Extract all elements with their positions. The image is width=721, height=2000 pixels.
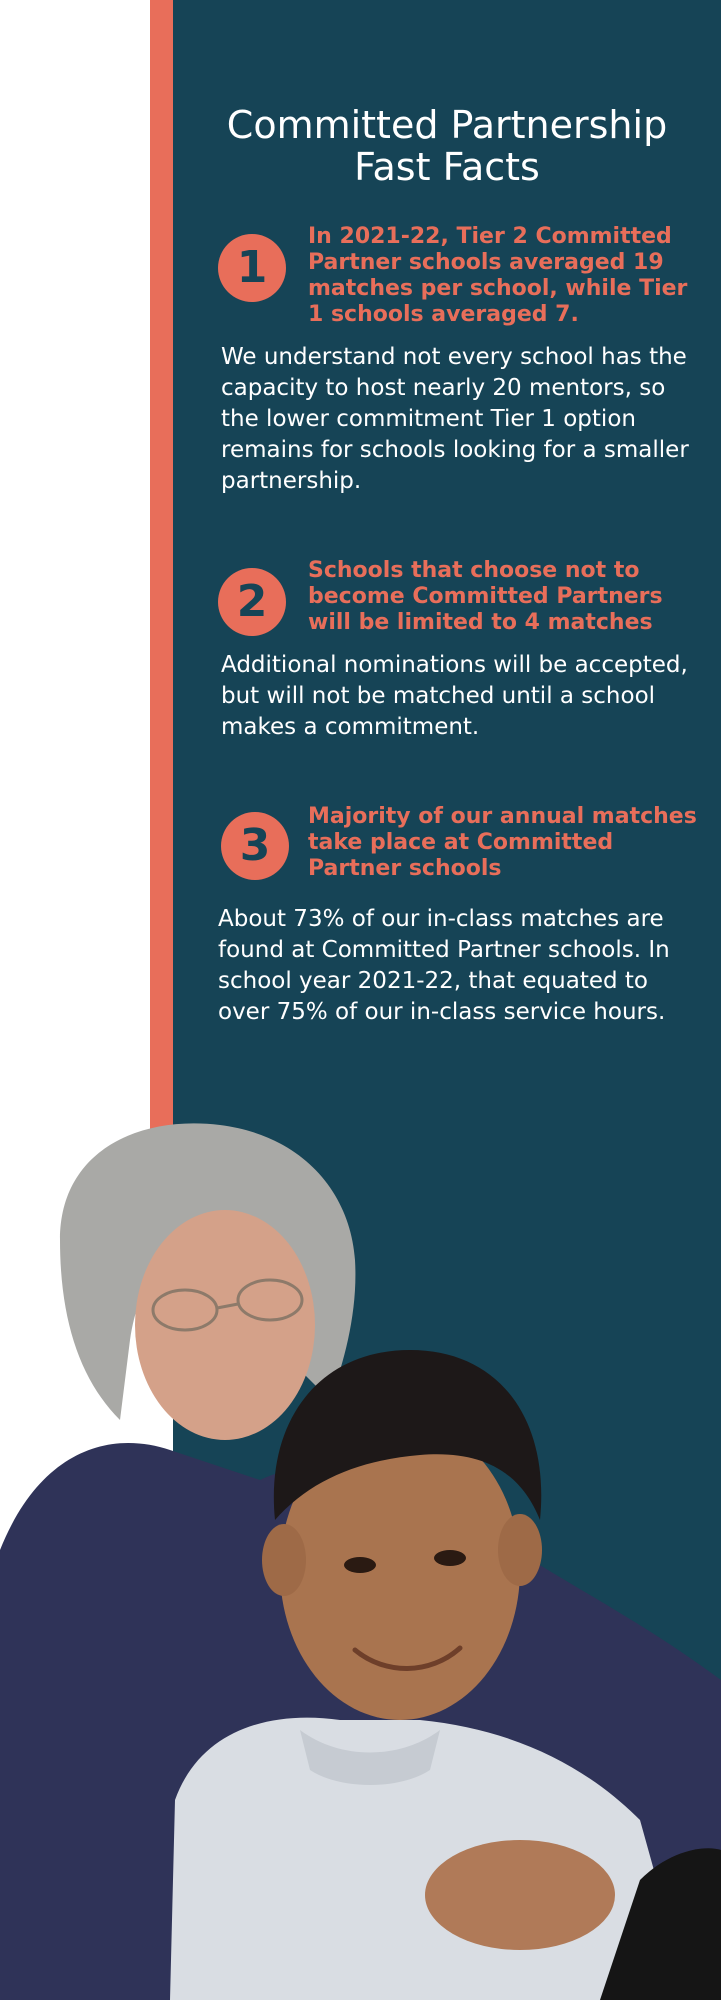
page-title	[173, 104, 721, 188]
mentor-student-photo	[0, 1120, 721, 2000]
fact-number-badge: 3	[221, 812, 289, 880]
title-line-2: Fast Facts	[354, 145, 540, 189]
fact-body: Additional nominations will be accepted, but will not be matched until a school makes a commitment.	[221, 652, 688, 740]
accent-stripe	[150, 0, 173, 1140]
hands	[425, 1840, 615, 1950]
fact-number-badge: 1	[218, 234, 286, 302]
fact-headline: Majority of our annual matches take place at Committed Partner schools	[308, 804, 697, 881]
fact-headline: Schools that choose not to become Committed Partners will be limited to 4 matches	[308, 558, 663, 635]
fact-body: We understand not every school has the capacity to host nearly 20 mentors, so the lower commitment Tier 1 option remains for schools looking for a smaller partnership.	[221, 344, 689, 494]
title-line-1: Committed Partnership	[226, 103, 668, 147]
fact-headline: In 2021-22, Tier 2 Committed Partner schools averaged 19 matches per school, while Tier 1 schools averaged 7.	[308, 224, 688, 327]
fact-number-badge: 2	[218, 568, 286, 636]
fact-body: About 73% of our in-class matches are found at Committed Partner schools. In school year 2021-22, that equated to over 75% of our in-class service hours.	[218, 906, 670, 1025]
